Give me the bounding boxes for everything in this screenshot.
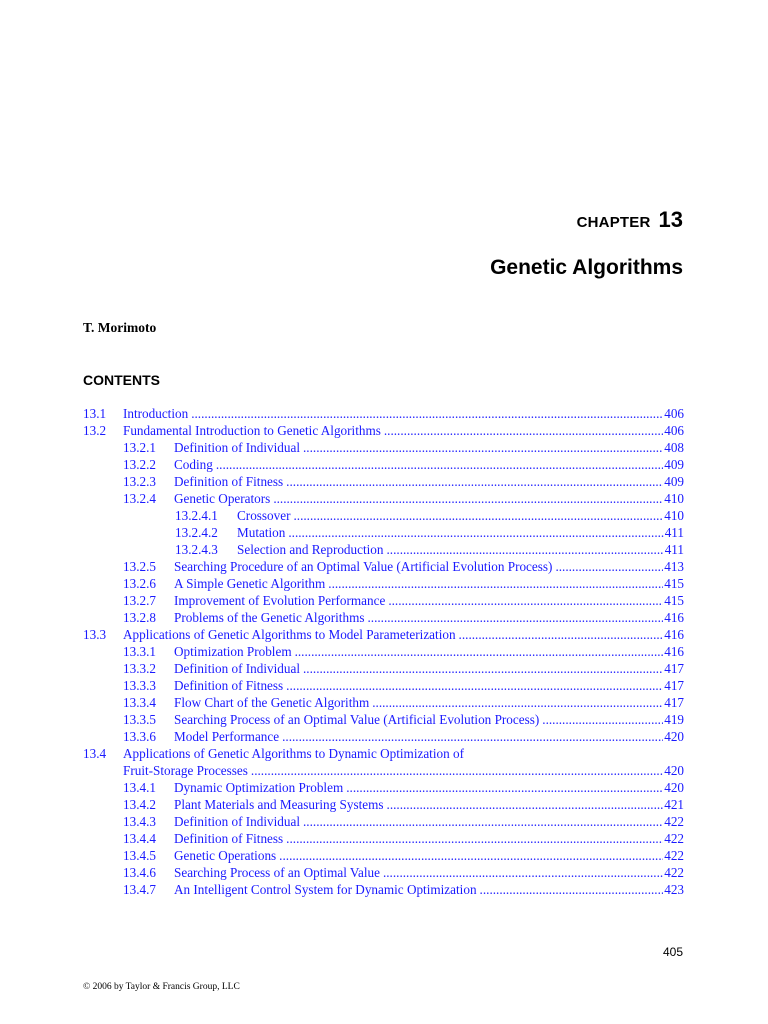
toc-entry-number: 13.3.1 — [123, 644, 156, 659]
toc-entry-number: 13.4.3 — [123, 814, 156, 829]
toc-entry[interactable] — [83, 694, 684, 711]
toc-entry-title: Optimization Problem — [174, 644, 292, 659]
toc-entry-page: 419 — [664, 712, 684, 727]
toc-entry-page: 413 — [664, 559, 684, 574]
toc-leader-dots — [286, 677, 663, 694]
toc-entry[interactable] — [83, 745, 684, 762]
toc-entry[interactable] — [83, 728, 684, 745]
toc-entry-page: 409 — [664, 457, 684, 472]
toc-entry[interactable] — [83, 677, 684, 694]
toc-leader-dots — [293, 507, 663, 524]
chapter-word: CHAPTER — [576, 214, 651, 231]
toc-entry-title: Model Performance — [174, 729, 280, 744]
toc-entry-title: A Simple Genetic Algorithm — [174, 576, 326, 591]
toc-entry-page: 406 — [664, 406, 684, 421]
toc-entry-page: 421 — [664, 797, 684, 812]
toc-leader-dots — [216, 456, 663, 473]
toc-entry-title: Definition of Fitness — [174, 831, 284, 846]
toc-entry-number: 13.2.1 — [123, 440, 156, 455]
table-of-contents — [83, 405, 684, 898]
toc-entry[interactable] — [83, 830, 684, 847]
toc-entry-title: Flow Chart of the Genetic Algorithm — [174, 695, 370, 710]
toc-leader-dots — [279, 847, 663, 864]
toc-entry-title: Coding — [174, 457, 213, 472]
copyright-notice: © 2006 by Taylor & Francis Group, LLC — [83, 982, 240, 992]
toc-leader-dots — [295, 643, 664, 660]
toc-entry-number: 13.2.5 — [123, 559, 156, 574]
toc-entry-title: Improvement of Evolution Performance — [174, 593, 386, 608]
toc-entry-page: 422 — [664, 814, 684, 829]
toc-entry[interactable] — [83, 864, 684, 881]
toc-leader-dots — [303, 439, 663, 456]
toc-entry-title: Fruit-Storage Processes — [123, 763, 248, 778]
toc-entry-number: 13.3 — [83, 627, 107, 642]
toc-entry[interactable] — [83, 473, 684, 490]
toc-entry[interactable] — [83, 439, 684, 456]
toc-entry-page: 416 — [664, 644, 684, 659]
toc-entry-title: Applications of Genetic Algorithms to Model Parameterization — [123, 627, 456, 642]
chapter-number: 13 — [658, 207, 683, 232]
toc-entry-page: 416 — [664, 610, 684, 625]
toc-entry-number: 13.4 — [83, 746, 107, 761]
toc-entry[interactable] — [83, 847, 684, 864]
toc-leader-dots — [288, 524, 663, 541]
toc-entry-number: 13.2.4.3 — [175, 542, 218, 557]
toc-entry-title: Plant Materials and Measuring Systems — [174, 797, 384, 812]
toc-entry-number: 13.2.4 — [123, 491, 156, 506]
toc-leader-dots — [384, 422, 663, 439]
toc-entry[interactable] — [83, 558, 684, 575]
toc-entry[interactable] — [83, 796, 684, 813]
toc-entry[interactable] — [83, 575, 684, 592]
toc-leader-dots — [383, 864, 663, 881]
toc-leader-dots — [480, 881, 664, 898]
toc-entry-title: Dynamic Optimization Problem — [174, 780, 344, 795]
contents-heading: CONTENTS — [83, 372, 160, 388]
chapter-label — [577, 207, 683, 233]
toc-entry-title: Problems of the Genetic Algorithms — [174, 610, 365, 625]
toc-entry-number: 13.4.7 — [123, 882, 156, 897]
toc-entry[interactable] — [83, 626, 684, 643]
toc-entry-number: 13.3.6 — [123, 729, 156, 744]
toc-entry-page: 420 — [664, 729, 684, 744]
toc-entry-title: Genetic Operators — [174, 491, 271, 506]
toc-entry-title: An Intelligent Control System for Dynamic Optimization — [174, 882, 477, 897]
toc-entry-number: 13.4.6 — [123, 865, 156, 880]
toc-leader-dots — [251, 762, 663, 779]
toc-leader-dots — [303, 660, 663, 677]
toc-entry[interactable] — [83, 422, 684, 439]
toc-leader-dots — [372, 694, 663, 711]
toc-leader-dots — [555, 558, 663, 575]
toc-leader-dots — [387, 796, 664, 813]
toc-entry-page: 411 — [664, 525, 684, 540]
toc-entry-page: 411 — [664, 542, 684, 557]
toc-entry-number: 13.2.7 — [123, 593, 156, 608]
toc-entry-title: Crossover — [237, 508, 291, 523]
toc-entry-page: 422 — [664, 848, 684, 863]
toc-entry-title: Definition of Individual — [174, 661, 300, 676]
toc-leader-dots — [387, 541, 664, 558]
toc-entry-page: 417 — [664, 678, 684, 693]
toc-entry-number: 13.2.4.1 — [175, 508, 218, 523]
toc-leader-dots — [273, 490, 663, 507]
toc-entry-title: Searching Process of an Optimal Value — [174, 865, 380, 880]
toc-entry-number: 13.2.3 — [123, 474, 156, 489]
toc-entry[interactable] — [83, 609, 684, 626]
toc-entry-page: 423 — [664, 882, 684, 897]
toc-entry-page: 420 — [664, 763, 684, 778]
page-number: 405 — [662, 945, 683, 959]
toc-entry-number: 13.2.4.2 — [175, 525, 218, 540]
toc-entry-title: Definition of Fitness — [174, 474, 284, 489]
toc-leader-dots — [346, 779, 663, 796]
toc-entry-title: Selection and Reproduction — [237, 542, 384, 557]
toc-leader-dots — [191, 405, 663, 422]
toc-entry-number: 13.2.2 — [123, 457, 156, 472]
toc-entry[interactable] — [83, 660, 684, 677]
toc-entry-title: Genetic Operations — [174, 848, 277, 863]
toc-leader-dots — [282, 728, 663, 745]
author-name: T. Morimoto — [83, 320, 157, 335]
toc-entry-page: 417 — [664, 661, 684, 676]
toc-entry[interactable] — [83, 456, 684, 473]
toc-entry[interactable] — [83, 541, 684, 558]
toc-entry-page: 422 — [664, 865, 684, 880]
toc-entry[interactable] — [83, 813, 684, 830]
toc-leader-dots — [367, 609, 663, 626]
toc-entry[interactable] — [83, 490, 684, 507]
toc-entry-title: Definition of Individual — [174, 814, 300, 829]
toc-entry-number: 13.3.2 — [123, 661, 156, 676]
toc-entry[interactable] — [83, 881, 684, 898]
toc-entry[interactable] — [83, 405, 684, 422]
toc-entry-page: 417 — [664, 695, 684, 710]
toc-leader-dots — [459, 626, 664, 643]
toc-entry[interactable] — [83, 779, 684, 796]
toc-entry-page: 410 — [664, 491, 684, 506]
toc-entry-title: Fundamental Introduction to Genetic Algorithms — [123, 423, 381, 438]
toc-entry[interactable] — [83, 762, 684, 779]
toc-entry-number: 13.4.4 — [123, 831, 156, 846]
toc-entry-title: Searching Procedure of an Optimal Value (Artificial Evolution Process) — [174, 559, 553, 574]
toc-entry-number: 13.2 — [83, 423, 107, 438]
toc-entry[interactable] — [83, 643, 684, 660]
toc-entry[interactable] — [83, 507, 684, 524]
toc-entry-number: 13.3.3 — [123, 678, 156, 693]
toc-entry-page: 415 — [664, 576, 684, 591]
toc-entry-page: 420 — [664, 780, 684, 795]
toc-entry-number: 13.2.6 — [123, 576, 156, 591]
toc-entry-number: 13.4.1 — [123, 780, 156, 795]
toc-entry-page: 408 — [664, 440, 684, 455]
chapter-title: Genetic Algorithms — [490, 256, 683, 279]
toc-leader-dots — [388, 592, 663, 609]
toc-entry-title: Applications of Genetic Algorithms to Dynamic Optimization of — [123, 746, 464, 761]
toc-leader-dots — [328, 575, 663, 592]
toc-entry[interactable] — [83, 592, 684, 609]
toc-entry-number: 13.3.5 — [123, 712, 156, 727]
toc-entry-page: 410 — [664, 508, 684, 523]
toc-leader-dots — [286, 473, 663, 490]
toc-leader-dots — [542, 711, 663, 728]
toc-entry-title: Definition of Fitness — [174, 678, 284, 693]
toc-entry-title: Searching Process of an Optimal Value (Artificial Evolution Process) — [174, 712, 540, 727]
toc-entry-number: 13.2.8 — [123, 610, 156, 625]
toc-entry-number: 13.4.5 — [123, 848, 156, 863]
toc-entry-page: 422 — [664, 831, 684, 846]
toc-entry-number: 13.4.2 — [123, 797, 156, 812]
toc-entry-number: 13.3.4 — [123, 695, 156, 710]
toc-entry-title: Introduction — [123, 406, 189, 421]
toc-entry-title: Definition of Individual — [174, 440, 300, 455]
toc-entry[interactable] — [83, 711, 684, 728]
toc-leader-dots — [303, 813, 663, 830]
toc-entry-page: 406 — [664, 423, 684, 438]
toc-leader-dots — [286, 830, 663, 847]
toc-entry-number: 13.1 — [83, 406, 107, 421]
toc-entry[interactable] — [83, 524, 684, 541]
toc-entry-title: Mutation — [237, 525, 286, 540]
toc-entry-page: 409 — [664, 474, 684, 489]
toc-entry-page: 416 — [664, 627, 684, 642]
toc-entry-page: 415 — [664, 593, 684, 608]
